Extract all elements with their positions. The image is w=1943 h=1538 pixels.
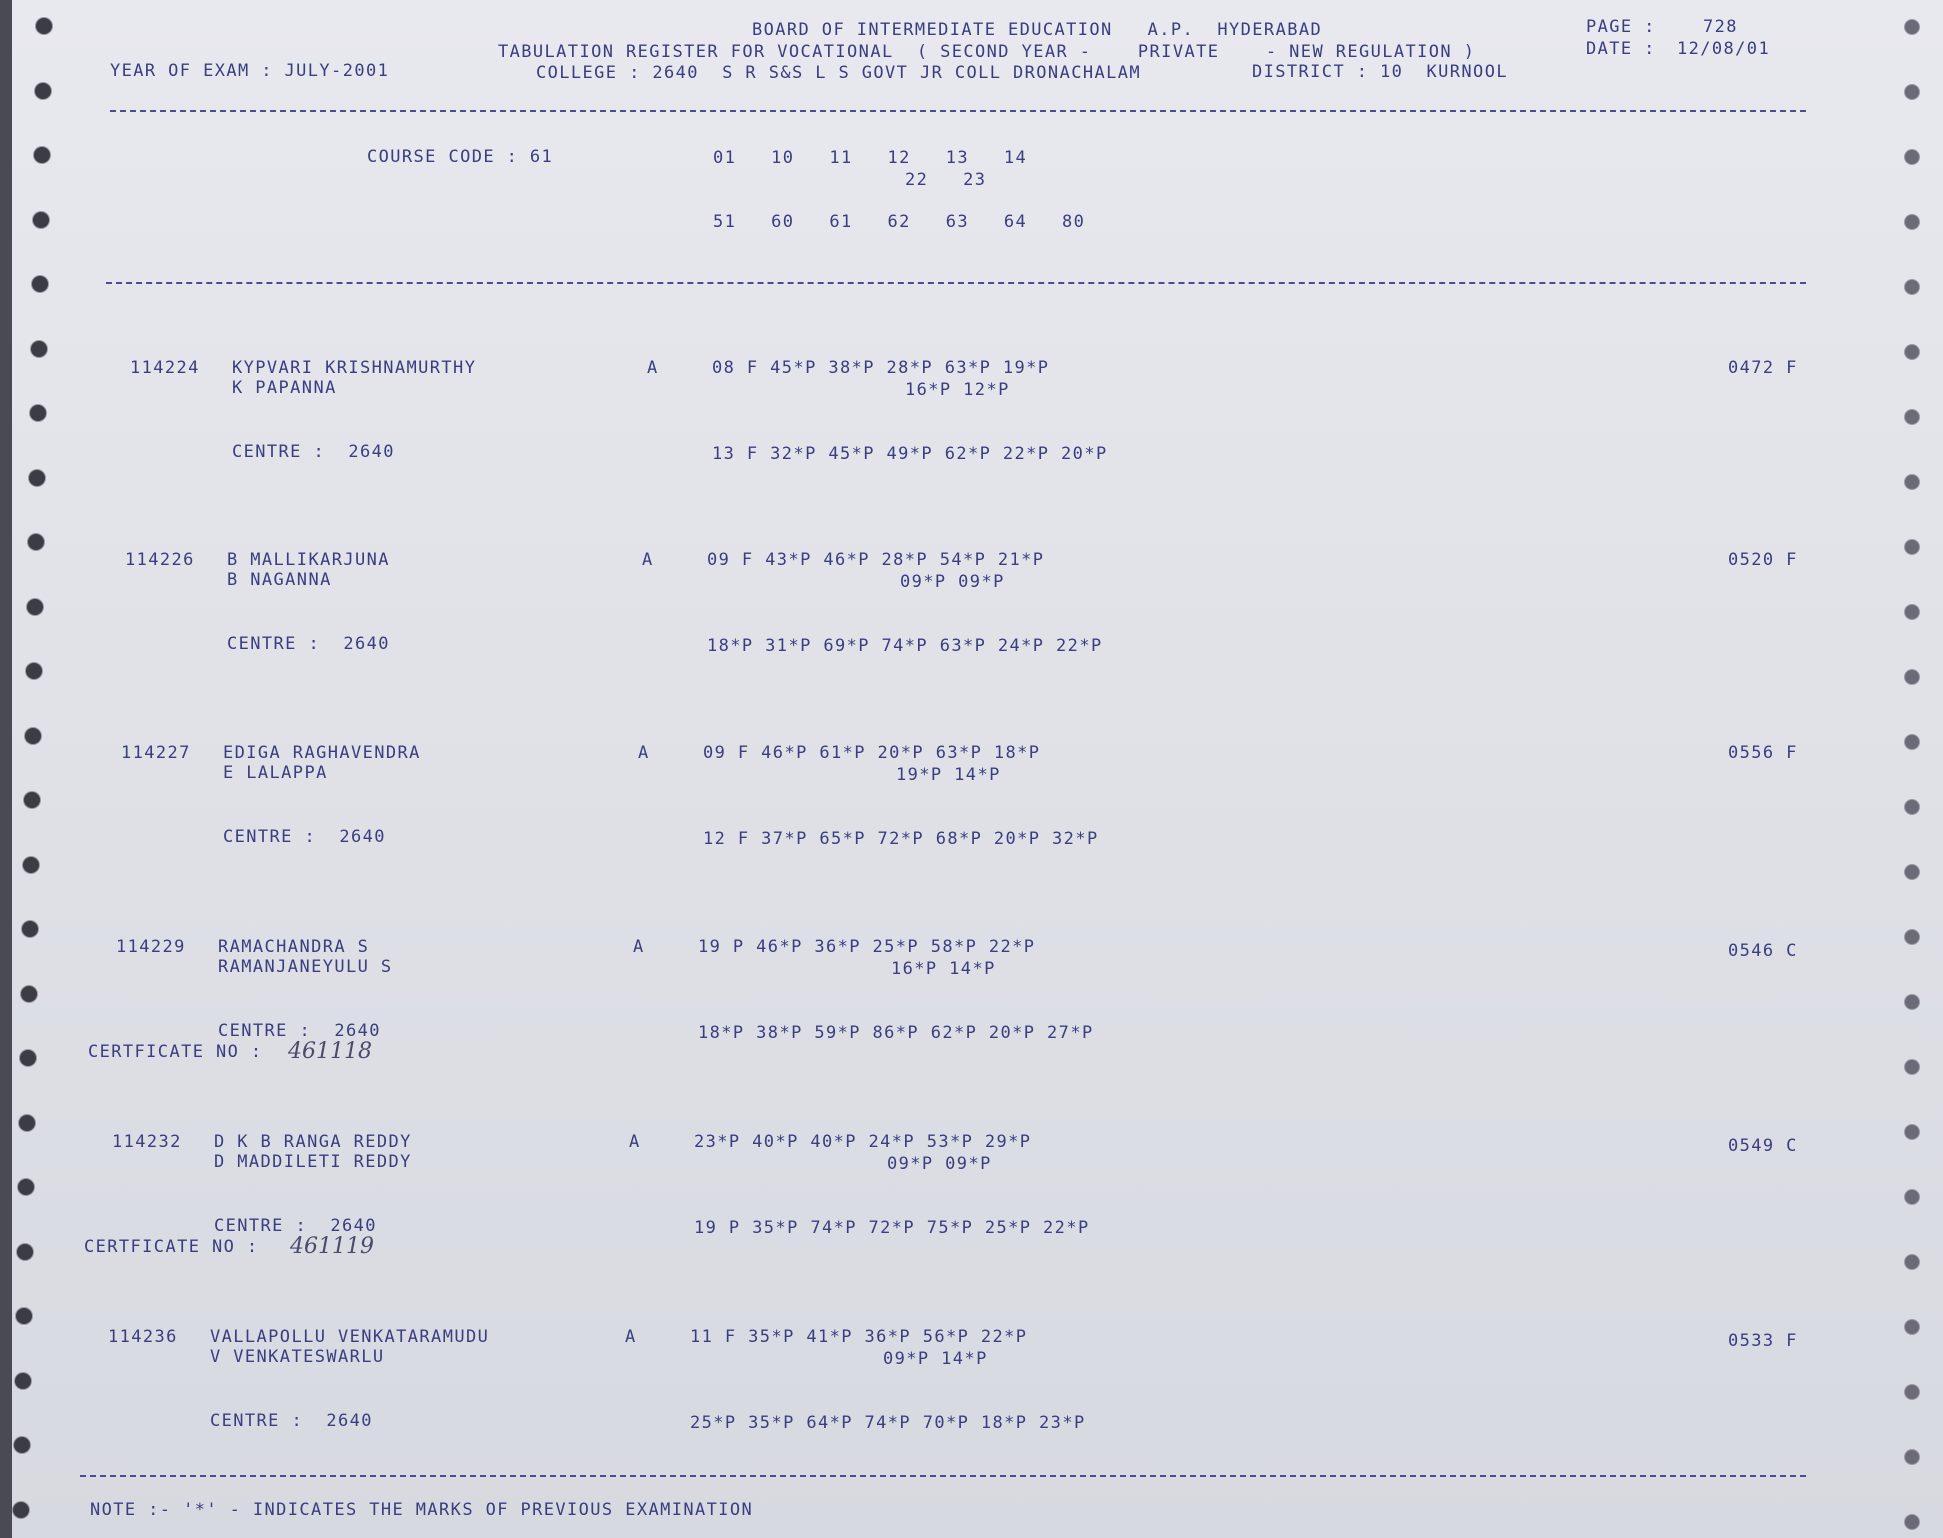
board-title: BOARD OF INTERMEDIATE EDUCATION A.P. HYDERABAD	[752, 20, 1323, 40]
student-grade: A	[629, 1132, 641, 1152]
father-name: B NAGANNA	[227, 570, 332, 590]
marks-row-2: 12 F 37*P 65*P 72*P 68*P 20*P 32*P	[703, 829, 1099, 849]
feed-hole-icon	[24, 792, 40, 808]
student-roll-number: 114226	[125, 550, 195, 570]
certificate-label: CERTFICATE NO :	[84, 1237, 259, 1257]
feed-hole-icon	[1905, 995, 1919, 1009]
centre-code: CENTRE : 2640	[218, 1021, 381, 1041]
feed-hole-icon	[30, 405, 46, 421]
total-marks: 0549 C	[1728, 1136, 1798, 1156]
page-label: PAGE :	[1586, 17, 1656, 37]
total-marks: 0472 F	[1728, 358, 1798, 378]
marks-row-1-extra: 09*P 09*P	[900, 572, 1005, 592]
feed-hole-icon	[26, 663, 42, 679]
feed-hole-icon	[17, 1244, 33, 1260]
feed-hole-icon	[1905, 345, 1919, 359]
student-name: VALLAPOLLU VENKATARAMUDU	[210, 1327, 490, 1347]
feed-hole-icon	[15, 1373, 31, 1389]
feed-hole-icon	[36, 18, 52, 34]
feed-hole-icon	[1905, 540, 1919, 554]
feed-hole-icon	[20, 1050, 36, 1066]
feed-hole-icon	[13, 1502, 29, 1518]
feed-hole-icon	[1905, 150, 1919, 164]
divider-bottom	[80, 1475, 1806, 1477]
marks-row-1: 11 F 35*P 41*P 36*P 56*P 22*P	[690, 1327, 1028, 1347]
feed-hole-icon	[1905, 475, 1919, 489]
marks-row-2: 25*P 35*P 64*P 74*P 70*P 18*P 23*P	[690, 1413, 1086, 1433]
course-codes-row1: 01 10 11 12 13 14	[713, 148, 1028, 168]
divider-top	[110, 110, 1806, 112]
marks-row-1: 08 F 45*P 38*P 28*P 63*P 19*P	[712, 358, 1050, 378]
feed-hole-icon	[1905, 605, 1919, 619]
feed-hole-icon	[1905, 865, 1919, 879]
feed-hole-icon	[16, 1308, 32, 1324]
district-info: DISTRICT : 10 KURNOOL	[1252, 62, 1508, 82]
marks-row-1: 09 F 43*P 46*P 28*P 54*P 21*P	[707, 550, 1045, 570]
feed-hole-icon	[14, 1437, 30, 1453]
total-marks: 0546 C	[1728, 941, 1798, 961]
footnote: NOTE :- '*' - INDICATES THE MARKS OF PREVIOUS EXAMINATION	[90, 1500, 754, 1520]
student-roll-number: 114236	[108, 1327, 178, 1347]
student-name: D K B RANGA REDDY	[214, 1132, 412, 1152]
feed-hole-icon	[1905, 85, 1919, 99]
handwritten-certificate-number: 461119	[290, 1234, 374, 1259]
feed-hole-icon	[22, 921, 38, 937]
feed-hole-icon	[27, 599, 43, 615]
feed-hole-icon	[19, 1115, 35, 1131]
date-label: DATE :	[1586, 39, 1656, 59]
marks-row-2: 18*P 38*P 59*P 86*P 62*P 20*P 27*P	[698, 1023, 1094, 1043]
feed-hole-icon	[1905, 1190, 1919, 1204]
paper-edge	[0, 0, 12, 1538]
feed-hole-icon	[1905, 1320, 1919, 1334]
marks-row-1-extra: 09*P 09*P	[887, 1154, 992, 1174]
total-marks: 0533 F	[1728, 1331, 1798, 1351]
feed-hole-icon	[32, 276, 48, 292]
feed-hole-icon	[1905, 1515, 1919, 1529]
certificate-label: CERTFICATE NO :	[88, 1042, 263, 1062]
year-of-exam: YEAR OF EXAM : JULY-2001	[110, 61, 390, 81]
feed-hole-icon	[35, 83, 51, 99]
centre-code: CENTRE : 2640	[232, 442, 395, 462]
marks-row-2: 13 F 32*P 45*P 49*P 62*P 22*P 20*P	[712, 444, 1108, 464]
feed-hole-icon	[28, 534, 44, 550]
feed-hole-icon	[1905, 280, 1919, 294]
marks-row-1: 23*P 40*P 40*P 24*P 53*P 29*P	[694, 1132, 1032, 1152]
course-code-label: COURSE CODE : 61	[367, 147, 554, 167]
total-marks: 0520 F	[1728, 550, 1798, 570]
centre-code: CENTRE : 2640	[223, 827, 386, 847]
student-name: KYPVARI KRISHNAMURTHY	[232, 358, 477, 378]
centre-code: CENTRE : 2640	[227, 634, 390, 654]
feed-hole-icon	[34, 147, 50, 163]
student-roll-number: 114229	[116, 937, 186, 957]
student-name: EDIGA RAGHAVENDRA	[223, 743, 421, 763]
feed-hole-icon	[18, 1179, 34, 1195]
father-name: RAMANJANEYULU S	[218, 957, 393, 977]
register-title: TABULATION REGISTER FOR VOCATIONAL ( SECOND YEAR - PRIVATE - NEW REGULATION )	[498, 42, 1476, 62]
course-codes-row2: 22 23	[905, 170, 987, 190]
course-codes-row3: 51 60 61 62 63 64 80	[713, 212, 1086, 232]
feed-hole-icon	[1905, 800, 1919, 814]
marks-row-1-extra: 16*P 14*P	[891, 959, 996, 979]
marks-row-1: 09 F 46*P 61*P 20*P 63*P 18*P	[703, 743, 1041, 763]
father-name: E LALAPPA	[223, 763, 328, 783]
feed-hole-icon	[1905, 1255, 1919, 1269]
feed-hole-icon	[1905, 930, 1919, 944]
feed-hole-icon	[1905, 1125, 1919, 1139]
student-name: B MALLIKARJUNA	[227, 550, 390, 570]
centre-code: CENTRE : 2640	[210, 1411, 373, 1431]
total-marks: 0556 F	[1728, 743, 1798, 763]
feed-hole-icon	[1905, 215, 1919, 229]
feed-hole-icon	[21, 986, 37, 1002]
feed-hole-icon	[1905, 410, 1919, 424]
print-date: 12/08/01	[1677, 39, 1771, 59]
student-roll-number: 114227	[121, 743, 191, 763]
divider-header	[106, 282, 1806, 284]
feed-hole-icon	[1905, 670, 1919, 684]
feed-hole-icon	[31, 341, 47, 357]
father-name: V VENKATESWARLU	[210, 1347, 385, 1367]
page-number: 728	[1703, 17, 1738, 37]
student-grade: A	[642, 550, 654, 570]
centre-code: CENTRE : 2640	[214, 1216, 377, 1236]
marks-row-1-extra: 19*P 14*P	[896, 765, 1001, 785]
student-grade: A	[638, 743, 650, 763]
father-name: K PAPANNA	[232, 378, 337, 398]
feed-hole-icon	[1905, 1450, 1919, 1464]
marks-row-1-extra: 09*P 14*P	[883, 1349, 988, 1369]
handwritten-certificate-number: 461118	[288, 1039, 372, 1064]
student-grade: A	[625, 1327, 637, 1347]
marks-row-1: 19 P 46*P 36*P 25*P 58*P 22*P	[698, 937, 1036, 957]
college-info: COLLEGE : 2640 S R S&S L S GOVT JR COLL DRONACHALAM	[536, 63, 1142, 83]
student-grade: A	[633, 937, 645, 957]
student-roll-number: 114232	[112, 1132, 182, 1152]
marks-row-2: 18*P 31*P 69*P 74*P 63*P 24*P 22*P	[707, 636, 1103, 656]
father-name: D MADDILETI REDDY	[214, 1152, 412, 1172]
student-name: RAMACHANDRA S	[218, 937, 370, 957]
student-grade: A	[647, 358, 659, 378]
marks-row-2: 19 P 35*P 74*P 72*P 75*P 25*P 22*P	[694, 1218, 1090, 1238]
feed-hole-icon	[1905, 1060, 1919, 1074]
feed-hole-icon	[1905, 1385, 1919, 1399]
feed-hole-icon	[33, 212, 49, 228]
feed-hole-icon	[23, 857, 39, 873]
feed-hole-icon	[29, 470, 45, 486]
marks-row-1-extra: 16*P 12*P	[905, 380, 1010, 400]
feed-hole-icon	[1905, 20, 1919, 34]
student-roll-number: 114224	[130, 358, 200, 378]
feed-hole-icon	[25, 728, 41, 744]
feed-hole-icon	[1905, 735, 1919, 749]
